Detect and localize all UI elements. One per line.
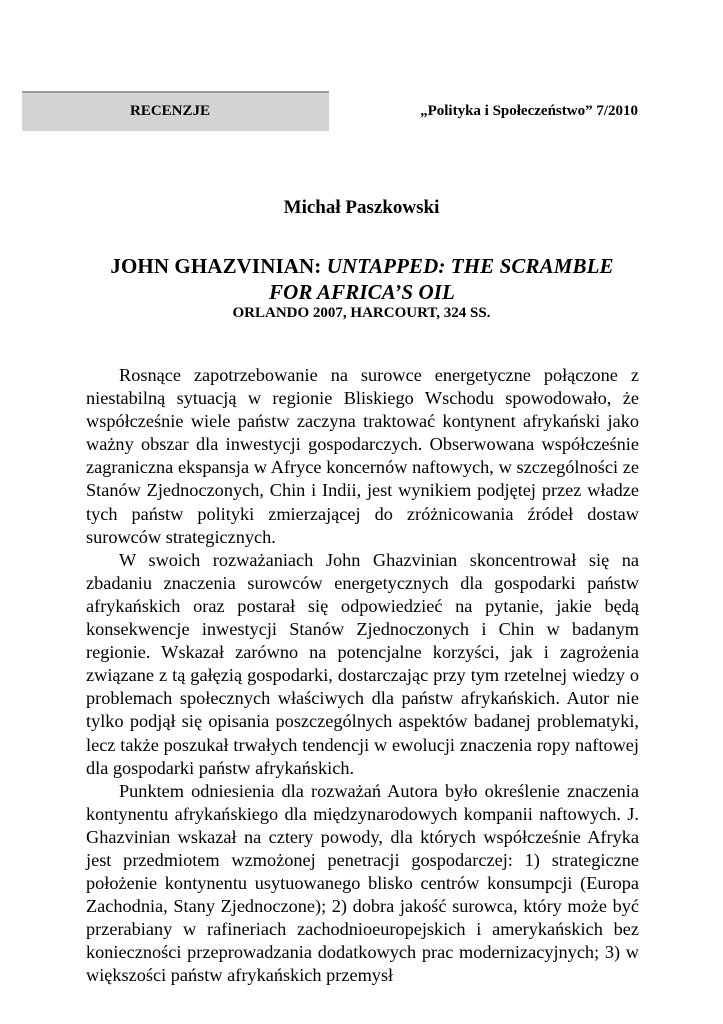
section-label: RECENZJE [130,103,211,119]
book-title [86,253,638,305]
journal-reference: „Polityka i Społeczeństwo” 7/2010 [420,103,638,119]
book-title-line1: UNTAPPED: THE SCRAMBLE [326,254,614,278]
review-body [86,364,639,988]
paragraph: Rosnące zapotrzebowanie na surowce energetyczne połączone z niestabilną sytuacją w regionie Bliskiego Wschodu spowodowało, że współcześnie wiele państw zaczyna traktować kontynent afrykański jako ważny obszar dla inwestycji gospodarczych. Obserwowana współcześnie zagraniczna ekspansja w Afryce koncernów naftowych, w szczególności ze Stanów Zjednoczonych, Chin i Indii, jest wynikiem podjętej przez władze tych państw polityki zmierzającej do zróżnicowania źródeł dostaw surowców strategicznych. [86,365,639,547]
paragraph: W swoich rozważaniach John Ghazvinian skoncentrował się na zbadaniu znaczenia surowców energetycznych dla gospodarki państw afrykańskich oraz postarał się odpowiedzieć na pytanie, jakie będą konsekwencje inwestycji Stanów Zjednoczonych i Chin w badanym regionie. Wskazał zarówno na potencjalne korzyści, jak i zagrożenia związane z tą gałęzią gospodarki, dostarczając przy tym rzetelnej wiedzy o problemach społecznych właściwych dla państw afrykańskich. Autor nie tylko podjął się opisania poszczególnych aspektów badanej problematyki, lecz także poszukał trwałych tendencji w ewolucji znaczenia ropy naftowej dla gospodarki państw afrykańskich. [86,549,639,778]
paragraph: Punktem odniesienia dla rozważań Autora było określenie znaczenia kontynentu afrykańskiego dla międzynarodowych kompanii naftowych. J. Ghazvinian wskazał na cztery powody, dla których współcześnie Afryka jest przedmiotem wzmożonej penetracji gospodarczej: 1) strategiczne położenie kontynentu usytuowanego blisko centrów konsumpcji (Europa Zachodnia, Stany Zjednoczone); 2) dobra jakość surowca, który może być przerabiany w rafineriach zachodnioeuropejskich i amerykańskich bez konieczności przeprowadzania dodatkowych prac modernizacyjnych; 3) w większości państw afrykańskich przemysł [86,780,639,986]
publication-info: ORLANDO 2007, HARCOURT, 324 SS. [232,305,491,321]
book-author: JOHN GHAZVINIAN: [110,254,322,278]
book-title-line2: FOR AFRICA’S OIL [269,280,455,304]
review-author: Michał Paszkowski [283,197,440,218]
